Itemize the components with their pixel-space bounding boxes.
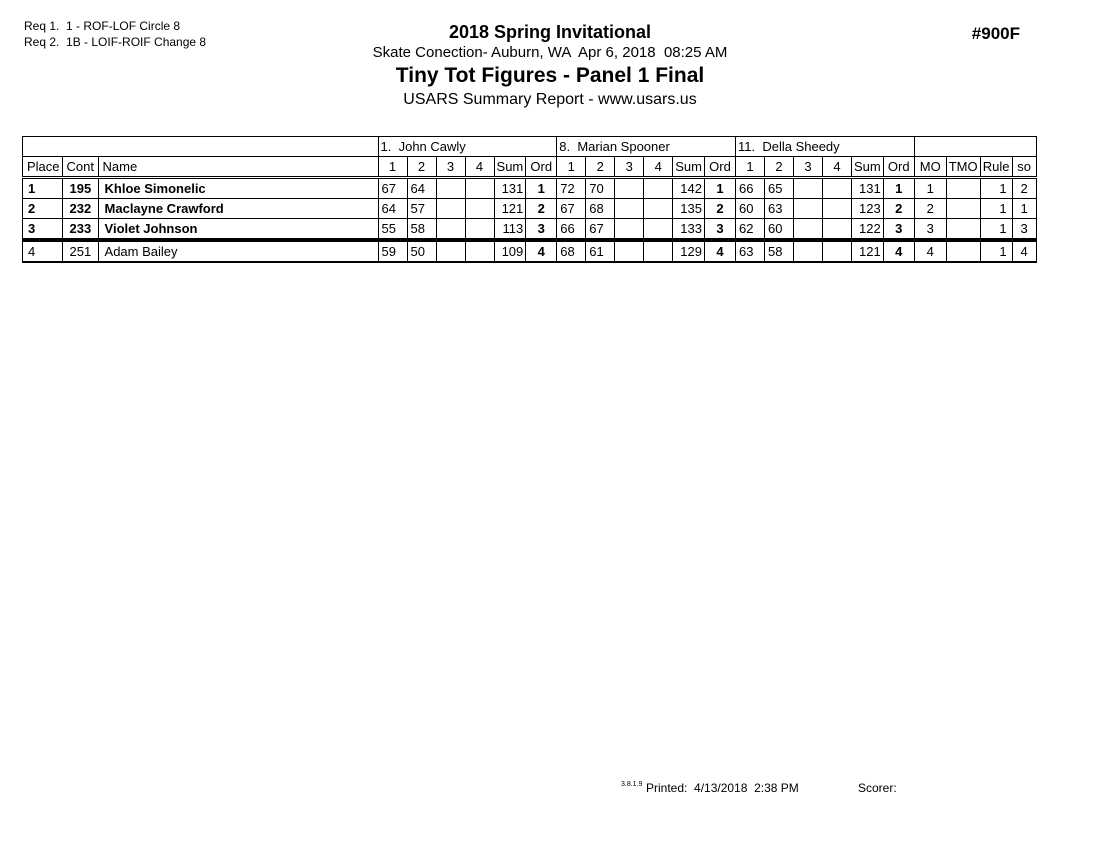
col-header-judge2-sum: Sum [673,157,705,178]
cell-judge3-sum: 121 [852,240,884,262]
cell-judge2-ordinal: 3 [705,219,736,241]
cell-judge3-ordinal: 4 [883,240,914,262]
col-header-judge2-1: 1 [557,157,586,178]
report-title: Tiny Tot Figures - Panel 1 Final [395,64,705,87]
cell-judge3-score3 [794,199,823,219]
title-block [0,22,1100,111]
cell-judge3-score2: 60 [765,219,794,241]
cell-majority-ordinal: 1 [914,178,946,199]
cell-judge3-score4 [823,240,852,262]
cell-judge2-ordinal: 2 [705,199,736,219]
col-header-judge2-2: 2 [586,157,615,178]
cell-tmo [946,178,980,199]
cell-judge1-score3 [436,199,465,219]
cell-judge1-score1: 59 [378,240,407,262]
cell-judge2-score4 [644,240,673,262]
cell-judge1-score2: 50 [407,240,436,262]
cell-contestant-number: 195 [62,178,98,199]
col-header-place: Place [23,157,63,178]
cell-judge3-score2: 63 [765,199,794,219]
cell-judge3-score4 [823,199,852,219]
cell-skater-name: Maclayne Crawford [98,199,378,219]
results-table-body [23,178,1037,263]
cell-rule: 1 [980,199,1012,219]
cell-judge1-score1: 67 [378,178,407,199]
cell-judge2-score2: 70 [586,178,615,199]
cell-judge1-sum: 109 [494,240,526,262]
col-header-judge1-3: 3 [436,157,465,178]
printed-timestamp: Printed: 4/13/2018 2:38 PM [646,781,799,795]
result-row [23,219,1037,241]
cell-judge3-score1: 66 [736,178,765,199]
cell-judge1-score4 [465,199,494,219]
cell-judge3-sum: 123 [852,199,884,219]
column-header-row [23,157,1037,178]
col-header-judge3-1: 1 [736,157,765,178]
judge-name-2: 8. Marian Spooner [557,137,736,157]
cell-tmo [946,199,980,219]
col-header-judge1-1: 1 [378,157,407,178]
cell-judge2-sum: 129 [673,240,705,262]
col-header-judge2-4: 4 [644,157,673,178]
cell-contestant-number: 232 [62,199,98,219]
cell-judge2-ordinal: 4 [705,240,736,262]
judge-header-row [23,137,1037,157]
cell-judge3-ordinal: 3 [883,219,914,241]
cell-rule: 1 [980,240,1012,262]
cell-judge1-ordinal: 1 [526,178,557,199]
venue-date-line: Skate Conection- Auburn, WA Apr 6, 2018 08:25 AM [372,44,728,61]
cell-judge2-score1: 68 [557,240,586,262]
cell-judge3-score1: 60 [736,199,765,219]
cell-judge3-score1: 62 [736,219,765,241]
col-header-name: Name [98,157,378,178]
cell-judge1-sum: 131 [494,178,526,199]
cell-judge2-score2: 68 [586,199,615,219]
cell-judge2-score4 [644,199,673,219]
cell-judge1-ordinal: 3 [526,219,557,241]
scorer-label: Scorer: [858,781,897,795]
cell-judge1-score2: 58 [407,219,436,241]
results-table [22,136,1037,263]
cell-judge3-score1: 63 [736,240,765,262]
col-header-judge1-4: 4 [465,157,494,178]
cell-judge1-score4 [465,240,494,262]
cell-judge3-score3 [794,240,823,262]
col-header-judge1-2: 2 [407,157,436,178]
software-version: 3.8.1.9 [621,781,643,788]
cell-judge1-ordinal: 2 [526,199,557,219]
cell-judge1-score1: 64 [378,199,407,219]
cell-contestant-number: 251 [62,240,98,262]
cell-judge3-score2: 58 [765,240,794,262]
cell-judge1-score3 [436,178,465,199]
cell-judge3-sum: 131 [852,178,884,199]
cell-judge2-score2: 61 [586,240,615,262]
cell-judge2-score3 [615,240,644,262]
cell-judge1-sum: 113 [494,219,526,241]
cell-judge1-score3 [436,240,465,262]
cell-so: 2 [1012,178,1036,199]
col-header-judge2-3: 3 [615,157,644,178]
cell-judge2-score1: 66 [557,219,586,241]
cell-judge2-score2: 67 [586,219,615,241]
cell-judge2-score4 [644,219,673,241]
result-row [23,178,1037,199]
cell-place: 3 [23,219,63,241]
cell-judge1-score1: 55 [378,219,407,241]
corner-spacer-left [23,137,379,157]
cell-judge2-score1: 72 [557,178,586,199]
cell-judge2-score3 [615,178,644,199]
cell-judge2-ordinal: 1 [705,178,736,199]
cell-judge2-sum: 142 [673,178,705,199]
cell-rule: 1 [980,178,1012,199]
col-header-judge3-3: 3 [794,157,823,178]
col-header-judge3-ord: Ord [883,157,914,178]
cell-place: 2 [23,199,63,219]
cell-tmo [946,240,980,262]
judge-name-3: 11. Della Sheedy [736,137,915,157]
cell-judge1-score4 [465,178,494,199]
col-header-judge1-sum: Sum [494,157,526,178]
cell-judge3-score4 [823,219,852,241]
cell-majority-ordinal: 2 [914,199,946,219]
corner-spacer-right [914,137,1036,157]
cell-judge3-score2: 65 [765,178,794,199]
cell-judge2-sum: 135 [673,199,705,219]
cell-so: 1 [1012,199,1036,219]
col-header-cont: Cont [62,157,98,178]
cell-judge1-sum: 121 [494,199,526,219]
cell-judge2-sum: 133 [673,219,705,241]
col-header-tmo: TMO [946,157,980,178]
col-header-judge1-ord: Ord [526,157,557,178]
cell-judge1-score2: 64 [407,178,436,199]
results-table-head [23,137,1037,178]
report-subtitle: USARS Summary Report - www.usars.us [403,91,697,108]
cell-judge3-score4 [823,178,852,199]
col-header-judge3-4: 4 [823,157,852,178]
cell-judge2-score4 [644,178,673,199]
cell-skater-name: Khloe Simonelic [98,178,378,199]
col-header-judge2-ord: Ord [705,157,736,178]
cell-tmo [946,219,980,241]
cell-majority-ordinal: 3 [914,219,946,241]
col-header-so: so [1012,157,1036,178]
cell-judge3-score3 [794,219,823,241]
cell-judge1-ordinal: 4 [526,240,557,262]
cell-judge3-ordinal: 2 [883,199,914,219]
event-title: 2018 Spring Invitational [448,22,652,42]
cell-judge3-sum: 122 [852,219,884,241]
cell-rule: 1 [980,219,1012,241]
req-line-2: Req 2. 1B - LOIF-ROIF Change 8 [24,35,207,49]
cell-judge1-score2: 57 [407,199,436,219]
cell-place: 1 [23,178,63,199]
cell-judge2-score3 [615,219,644,241]
col-header-judge3-2: 2 [765,157,794,178]
result-row [23,240,1037,262]
judge-name-1: 1. John Cawly [378,137,557,157]
cell-judge2-score1: 67 [557,199,586,219]
event-number: #900F [971,24,1020,43]
cell-place: 4 [23,240,63,262]
req-line-1: Req 1. 1 - ROF-LOF Circle 8 [24,19,181,33]
cell-judge1-score4 [465,219,494,241]
cell-judge1-score3 [436,219,465,241]
result-row [23,199,1037,219]
cell-judge3-ordinal: 1 [883,178,914,199]
cell-so: 3 [1012,219,1036,241]
cell-skater-name: Adam Bailey [98,240,378,262]
col-header-rule: Rule [980,157,1012,178]
cell-skater-name: Violet Johnson [98,219,378,241]
col-header-mo: MO [914,157,946,178]
col-header-judge3-sum: Sum [852,157,884,178]
cell-judge2-score3 [615,199,644,219]
cell-majority-ordinal: 4 [914,240,946,262]
cell-so: 4 [1012,240,1036,262]
cell-judge3-score3 [794,178,823,199]
cell-contestant-number: 233 [62,219,98,241]
